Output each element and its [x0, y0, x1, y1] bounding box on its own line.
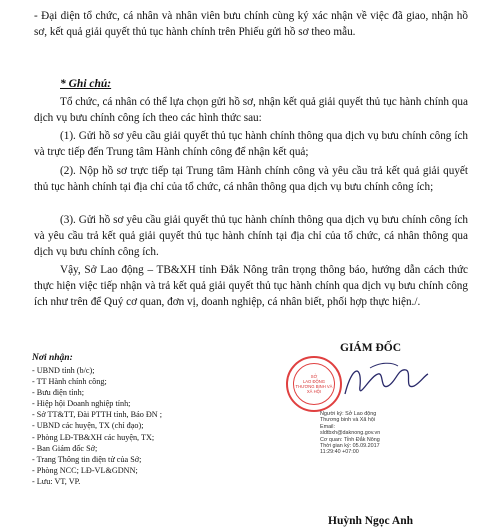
director-name: Huỳnh Ngọc Anh	[328, 515, 414, 527]
recipient-item: - Hiệp hội Doanh nghiệp tỉnh;	[32, 399, 131, 409]
stamp-line: THƯƠNG BINH VÀ	[295, 384, 333, 389]
recipients-list	[32, 365, 252, 487]
stamp-line: LAO ĐỘNG	[302, 379, 326, 384]
option-3-paragraph: (3). Gửi hồ sơ yêu cầu giải quyết thủ tục hành chính thông qua dịch vụ bưu chính công ích và yêu cầu trả kết quả giải quyết thủ tục hành chính tại địa chỉ của tổ chức, cá nhân thông qua dịch vụ bưu chính công ích.	[34, 214, 468, 258]
sign-info-line: 11:29:40 +07:00	[320, 449, 359, 456]
recipient-item: - Phòng NCC; LĐ-VL&GDNN;	[32, 465, 138, 475]
stamp-line: XÃ HỘI	[306, 389, 322, 394]
closing-paragraph: Vậy, Sở Lao động – TB&XH tỉnh Đắk Nông trân trọng thông báo, hướng dẫn cách thức thực hiện việc tiếp nhận và trả kết quả giải quyết thủ tục hành chính qua dịch vụ bưu chính công ích như trên để Quý cơ quan, đơn vị, doanh nghiệp, cá nhân biết, phối hợp thực hiện./.	[34, 264, 468, 308]
recipient-item: - Lưu: VT, VP.	[32, 476, 81, 486]
option-2-paragraph: (2). Nộp hồ sơ trực tiếp tại Trung tâm Hành chính công và yêu cầu trả kết quả giải quyết thủ tục hành chính tại địa chỉ của tổ chức, cá nhân thông qua dịch vụ bưu chính công ích;	[34, 165, 468, 193]
sign-info-line: Thời gian ký: 05.09.2017	[320, 443, 380, 450]
recipient-item: - Phòng LĐ-TB&XH các huyện, TX;	[32, 432, 155, 442]
note-title: * Ghi chú:	[60, 78, 112, 90]
intro-paragraph: - Đại diện tổ chức, cá nhân và nhân viên bưu chính cùng ký xác nhận về việc đã giao, nhận hồ sơ, kết quả giải quyết thủ tục hành chính trên Phiếu gửi hồ sơ theo mẫu.	[34, 10, 468, 38]
sign-info-line: sldtbxh@daknong.gov.vn	[320, 430, 381, 437]
recipients-block	[32, 352, 252, 487]
recipient-item: - UBND các huyện, TX (chỉ đạo);	[32, 421, 144, 431]
sign-info-line: Thương binh và Xã hội	[320, 417, 376, 424]
recipient-item: - Ban Giám đốc Sở;	[32, 443, 98, 453]
handwritten-signature	[340, 356, 430, 406]
sign-info-line: Email:	[320, 423, 335, 430]
stamp-line: SỞ	[310, 374, 318, 379]
recipient-item: - TT Hành chính công;	[32, 377, 107, 387]
director-title: GIÁM ĐỐC	[340, 342, 402, 354]
option-1-paragraph: (1). Gửi hồ sơ yêu cầu giải quyết thủ tục hành chính thông qua dịch vụ bưu chính công ích và trực tiếp đến Trung tâm Hành chính công để nhận kết quả;	[34, 130, 468, 158]
recipient-item: - Sở TT&TT, Đài PTTH tỉnh, Báo ĐN ;	[32, 410, 163, 420]
recipient-item: - Trang Thông tin điện tử của Sở;	[32, 454, 142, 464]
sign-info-line: Cơ quan: Tỉnh Đắk Nông	[320, 436, 380, 443]
recipient-item: - Bưu điện tỉnh;	[32, 388, 84, 398]
recipient-item: - UBND tỉnh (b/c);	[32, 366, 95, 375]
sign-info-line: Người ký: Sở Lao động	[320, 411, 377, 417]
note-intro-paragraph: Tổ chức, cá nhân có thể lựa chọn gửi hồ sơ, nhận kết quả giải quyết thủ tục hành chính qua dịch vụ bưu chính công ích theo các hình thức sau:	[34, 96, 468, 124]
official-stamp	[286, 356, 342, 412]
digital-signature-info	[320, 411, 450, 456]
recipients-heading: Nơi nhận:	[32, 353, 73, 363]
